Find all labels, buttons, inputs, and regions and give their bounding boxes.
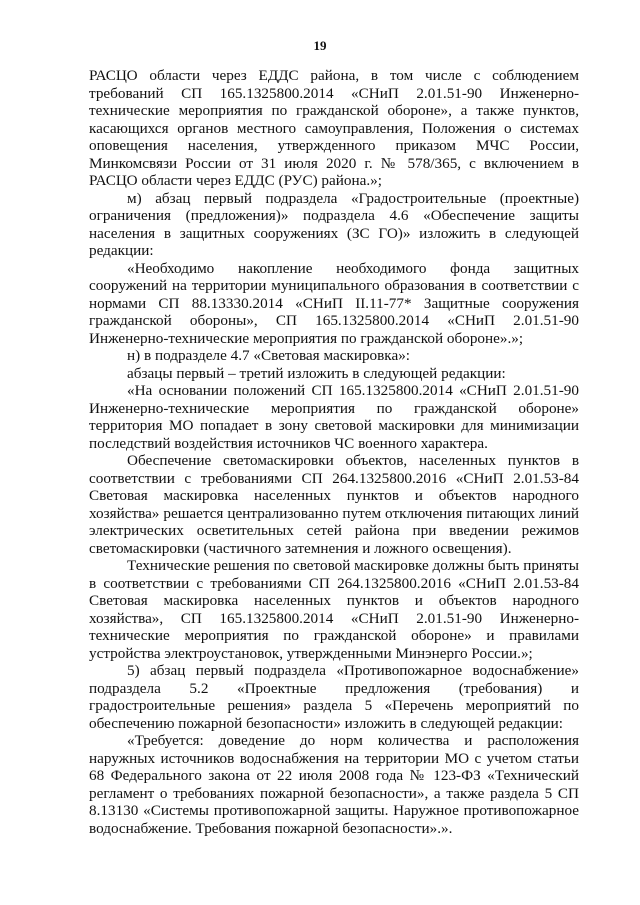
paragraph: 5) абзац первый подраздела «Противопожарное водоснабжение» подраздела 5.2 «Проектные предложения (требования) и градостроительные решения» раздела 5 «Перечень мероприятий по обеспечению пожарной безопасности» изложить в следующей редакции: [89, 662, 579, 732]
paragraph: Технические решения по световой маскировке должны быть приняты в соответствии с требованиями СП 264.1325800.2016 «СНиП 2.01.53-84 Световая маскировка населенных пунктов и объектов народного хозяйства», СП 165.1325800.2014 «СНиП 2.01.51-90 Инженерно-технические мероприятия по гражданской обороне» и правилами устройства электроустановок, утвержденными Минэнерго России.»; [89, 557, 579, 662]
paragraph: Обеспечение светомаскировки объектов, населенных пунктов в соответствии с требованиями СП 264.1325800.2016 «СНиП 2.01.53-84 Световая маскировка населенных пунктов и объектов народного хозяйства» решается централизованно путем отключения питающих линий электрических осветительных сетей района при введении режимов светомаскировки (частичного затемнения и ложного освещения). [89, 452, 579, 557]
page-number: 19 [313, 38, 327, 53]
paragraph: м) абзац первый подраздела «Градостроительные (проектные) ограничения (предложения)» подраздела 4.6 «Обеспечение защиты населения в защитных сооружениях (ЗС ГО)» изложить в следующей редакции: [89, 189, 579, 259]
paragraph: «На основании положений СП 165.1325800.2014 «СНиП 2.01.51-90 Инженерно-технические мероприятия по гражданской обороне» территория МО попадает в зону световой маскировки для минимизации последствий воздействия источников ЧС военного характера. [89, 382, 579, 452]
paragraph: н) в подразделе 4.7 «Световая маскировка»: [127, 347, 411, 364]
document-body [89, 67, 579, 837]
paragraph: абзацы первый – третий изложить в следующей редакции: [127, 364, 506, 382]
paragraph: «Требуется: доведение до норм количества и расположения наружных источников водоснабжения на территории МО с учетом статьи 68 Федерального закона от 22 июля 2008 года № 123-ФЗ «Технический регламент о требованиях пожарной безопасности», а также раздела 5 СП 8.13130 «Системы противопожарной защиты. Наружное противопожарное водоснабжение. Требования пожарной безопасности».». [89, 732, 579, 837]
paragraph: РАСЦО области через ЕДДС района, в том числе с соблюдением требований СП 165.1325800.2014 «СНиП 2.01.51-90 Инженерно-технические мероприятия по гражданской обороне», а также пунктов, касающихся органов местного самоуправления, Положения о системах оповещения населения, утвержденного приказом МЧС России, Минкомсвязи России от 31 июля 2020 г. № 578/365, с включением в РАСЦО области через ЕДДС (РУС) района.»; [89, 67, 579, 189]
paragraph: «Необходимо накопление необходимого фонда защитных сооружений на территории муниципального образования в соответствии с нормами СП 88.13330.2014 «СНиП II.11-77* Защитные сооружения гражданской обороны», СП 165.1325800.2014 «СНиП 2.01.51-90 Инженерно-технические мероприятия по гражданской обороне».»; [89, 259, 579, 347]
